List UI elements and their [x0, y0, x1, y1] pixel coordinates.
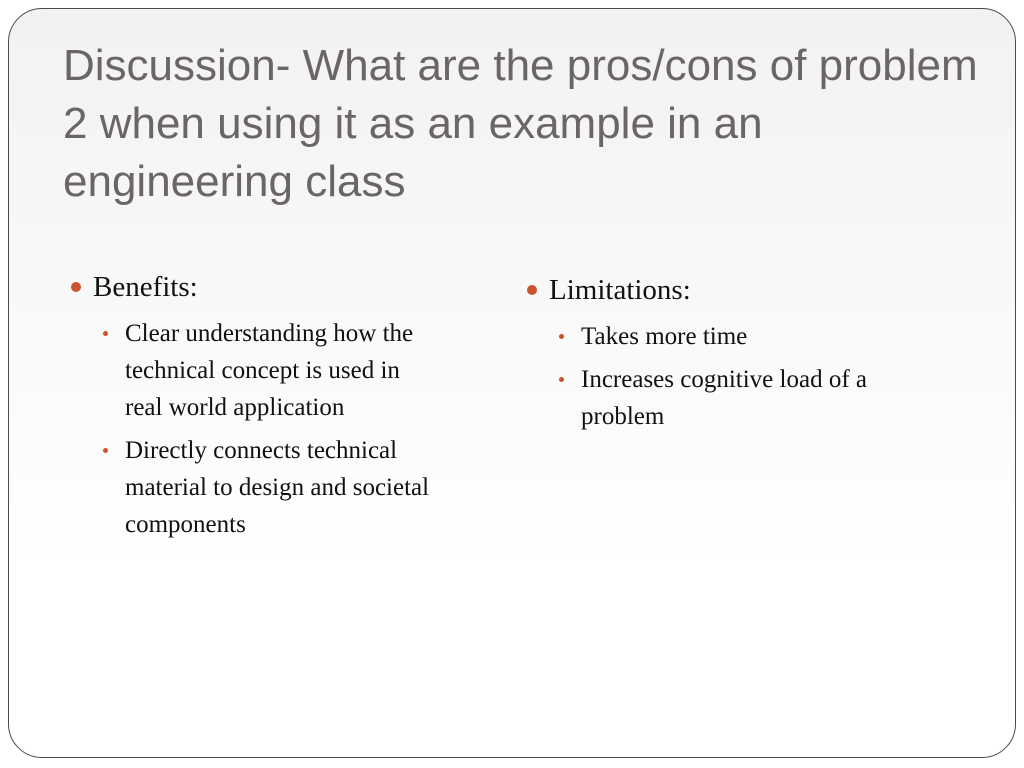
benefit-text: Directly connects technical material to design and societal components	[125, 437, 430, 538]
bullet-dot-icon	[527, 285, 537, 295]
limitations-heading: Limitations:	[549, 274, 691, 306]
limitations-column	[527, 272, 907, 441]
bullet-dot-icon	[71, 282, 81, 292]
benefits-list	[71, 315, 431, 543]
limitation-text: Takes more time	[581, 323, 748, 350]
benefit-text: Clear understanding how the technical concept is used in real world application	[125, 320, 414, 421]
sub-bullet-dot-icon	[103, 448, 108, 453]
limitation-item	[559, 318, 907, 355]
benefit-item	[103, 432, 431, 543]
benefit-item	[103, 315, 431, 426]
limitation-item	[559, 361, 907, 435]
limitation-text: Increases cognitive load of a problem	[581, 366, 867, 430]
slide	[8, 8, 1016, 758]
sub-bullet-dot-icon	[103, 331, 108, 336]
slide-title: Discussion- What are the pros/cons of problem 2 when using it as an example in an engineering class	[63, 41, 978, 206]
sub-bullet-dot-icon	[559, 334, 564, 339]
sub-bullet-dot-icon	[559, 377, 564, 382]
benefits-heading-item	[71, 269, 431, 305]
limitations-heading-item	[527, 272, 907, 308]
limitations-list	[527, 318, 907, 435]
benefits-column	[71, 269, 431, 549]
benefits-heading: Benefits:	[93, 271, 198, 303]
